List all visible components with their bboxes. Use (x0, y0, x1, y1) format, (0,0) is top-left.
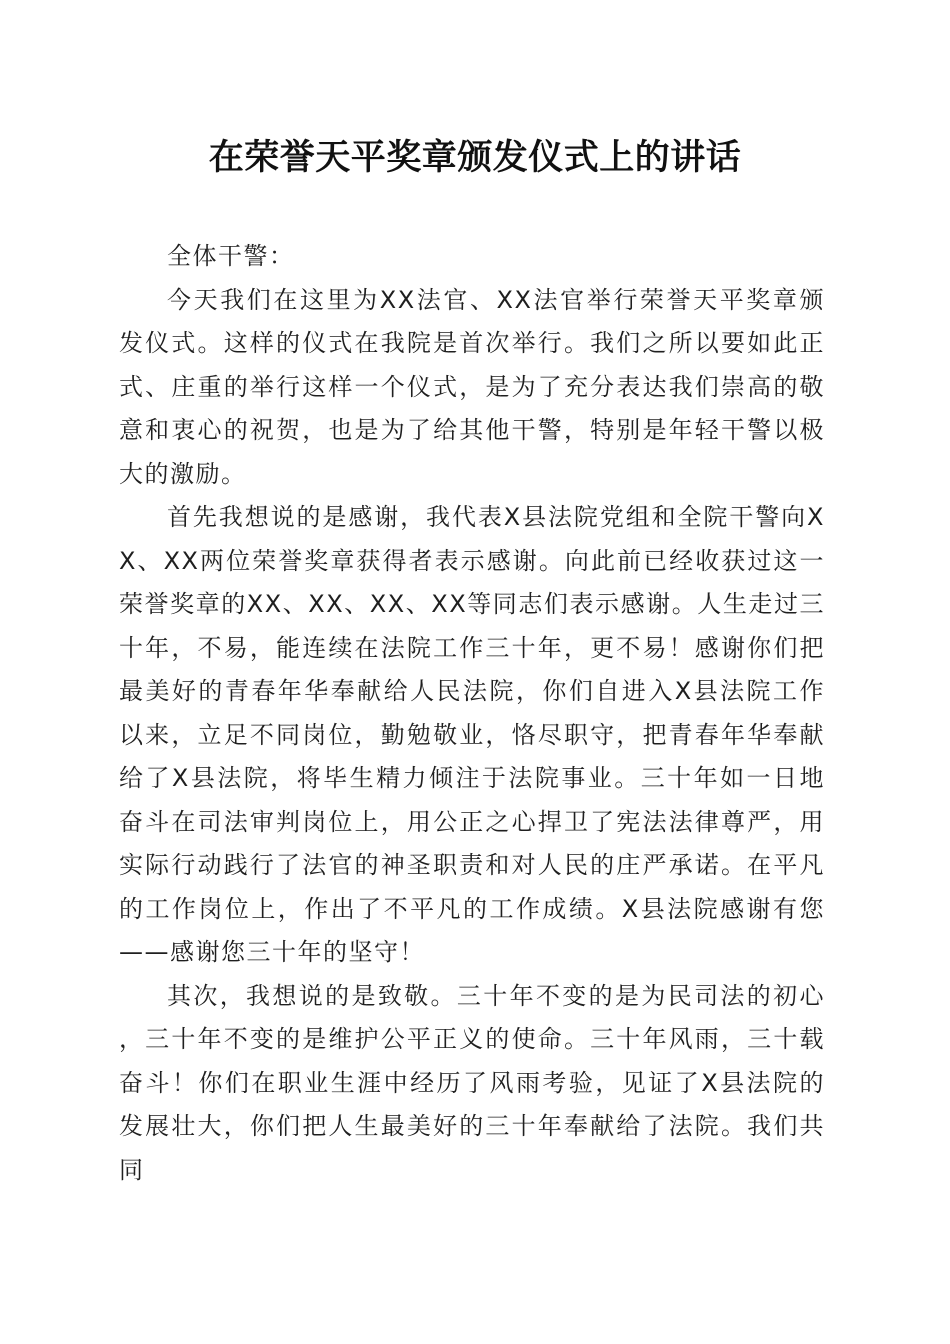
paragraph-3: 其次，我想说的是致敬。三十年不变的是为民司法的初心，三十年不变的是维护公平正义的使命。三十年风雨，三十载奋斗！你们在职业生涯中经历了风雨考验，见证了X县法院的发展壮大，你们把人生最美好的三十年奉献给了法院。我们共同 (119, 981, 825, 1184)
document-title: 在荣誉天平奖章颁发仪式上的讲话 (208, 137, 742, 178)
salutation: 全体干警： (167, 242, 295, 270)
paragraph-1: 今天我们在这里为XX法官、XX法官举行荣誉天平奖章颁发仪式。这样的仪式在我院是首次举行。我们之所以要如此正式、庄重的举行这样一个仪式，是为了充分表达我们崇高的敬意和衷心的祝贺，也是为了给其他干警，特别是年轻干警以极大的激励。 (119, 285, 825, 488)
paragraph-2: 首先我想说的是感谢，我代表X县法院党组和全院干警向XX、XX两位荣誉奖章获得者表示感谢。向此前已经收获过这一荣誉奖章的XX、XX、XX、XX等同志们表示感谢。人生走过三十年，不易，能连续在法院工作三十年，更不易！感谢你们把最美好的青春年华奉献给人民法院，你们自进入X县法院工作以来，立足不同岗位，勤勉敬业，恪尽职守，把青春年华奉献给了X县法院，将毕生精力倾注于法院事业。三十年如一日地奋斗在司法审判岗位上，用公正之心捍卫了宪法法律尊严，用实际行动践行了法官的神圣职责和对人民的庄严承诺。在平凡的工作岗位上，作出了不平凡的工作成绩。X县法院感谢有您——感谢您三十年的坚守！ (119, 503, 825, 966)
document-body (119, 235, 825, 1192)
